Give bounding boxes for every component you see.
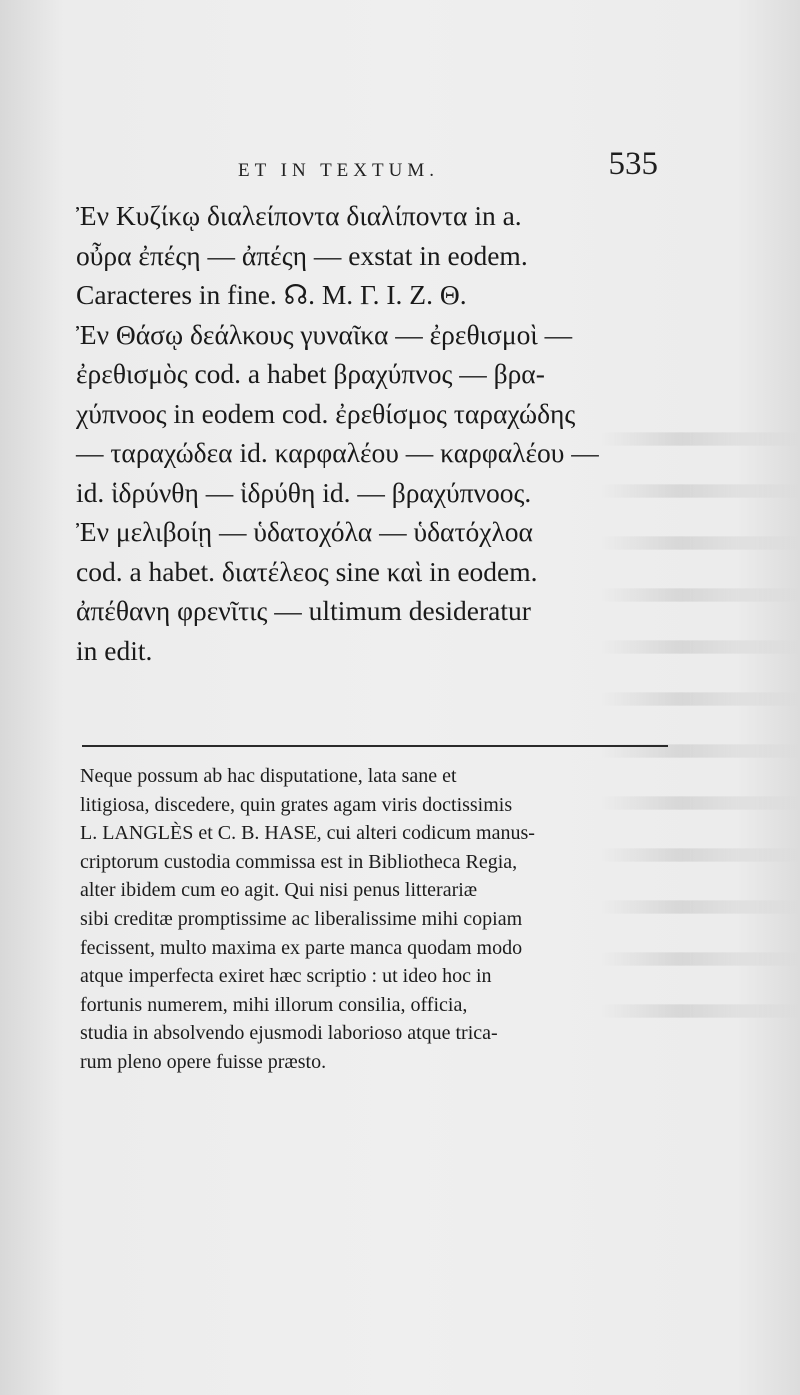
footnote-line: atque imperfecta exiret hæc scriptio : ut ideo hoc in	[80, 965, 492, 988]
text-line: in edit.	[76, 634, 153, 666]
text-line: cod. a habet. διατέλεος sine καὶ in eodem.	[76, 555, 538, 587]
footnote-line: fortunis numerem, mihi illorum consilia, officia,	[80, 993, 468, 1016]
footnote-line: L. LANGLÈS et C. B. HASE, cui alteri codicum manus-	[80, 822, 535, 845]
footnote-rule	[82, 745, 668, 747]
footnote-line: alter ibidem cum eo agit. Qui nisi penus litterariæ	[80, 879, 478, 902]
page-header	[238, 146, 658, 190]
text-line: Ἐν Θάσῳ δεάλκους γυναῖκα — ἐρεθισμοὶ —	[76, 318, 573, 350]
text-line: Ἐν Κυζίκῳ διαλείποντα διαλίποντα in a.	[76, 200, 522, 231]
text-line: Ἐν μελιβοίῃ — ὑδατοχόλα — ὑδατόχλοα	[76, 516, 533, 547]
footnote-line: sibi creditæ promptissime ac liberalissime mihi copiam	[80, 907, 523, 930]
text-line: ἀπέθανη φρενῖτις — ultimum desideratur	[76, 595, 531, 626]
footnote-line: fecissent, multo maxima ex parte manca quodam modo	[80, 936, 523, 959]
running-head: ET IN TEXTUM.	[238, 160, 439, 181]
text-line: id. ἱδρύνθη — ἱδρύθη id. — βραχύπνοος.	[76, 476, 532, 508]
page-number: 535	[608, 146, 658, 182]
footnote-line: Neque possum ab hac disputatione, lata sane et	[80, 765, 457, 787]
text-line: χύπνοος in eodem cod. ἐρεθίσμος ταραχώδης	[76, 397, 576, 429]
footnote	[80, 762, 670, 1077]
text-line: ἐρεθισμὸς cod. a habet βραχύπνος — βρα-	[76, 358, 545, 389]
text-line: οὖρα ἐπέςη — ἀπέςη — exstat in eodem.	[76, 239, 528, 271]
footnote-line: criptorum custodia commissa est in Bibliotheca Regia,	[80, 850, 518, 873]
footnote-line: litigiosa, discedere, quin grates agam viris doctissimis	[80, 793, 513, 816]
footnote-line: studia in absolvendo ejusmodi laborioso atque trica-	[80, 1022, 498, 1045]
text-line: Caracteres in fine. ☊. M. Γ. I. Z. Θ.	[76, 279, 467, 310]
main-text	[76, 196, 666, 670]
text-line: — ταραχώδεα id. καρφαλέου — καρφαλέου —	[76, 437, 599, 468]
footnote-line: rum pleno opere fuisse præsto.	[80, 1050, 327, 1073]
